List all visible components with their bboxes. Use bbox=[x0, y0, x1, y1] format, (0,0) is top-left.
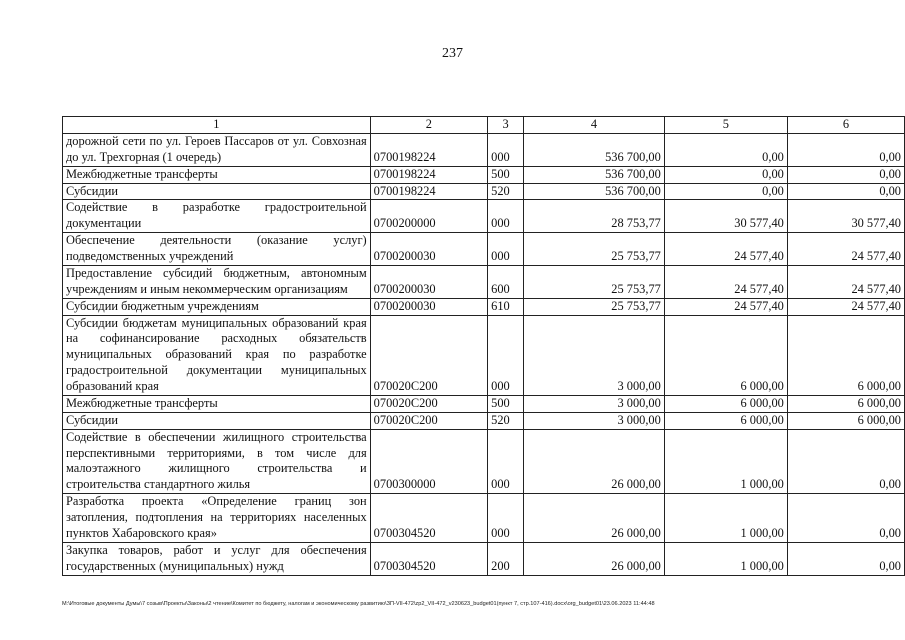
table-row bbox=[63, 298, 905, 315]
row-kind-cell: 000 bbox=[488, 315, 524, 395]
row-value-1-cell: 26 000,00 bbox=[524, 429, 665, 494]
row-value-2-cell: 6 000,00 bbox=[664, 412, 787, 429]
row-name-cell: Обеспечение деятельности (оказание услуг) подведомственных учреждений bbox=[63, 233, 371, 266]
row-value-3-cell: 6 000,00 bbox=[787, 315, 904, 395]
page-number: 237 bbox=[442, 46, 463, 61]
row-name-cell: Содействие в разработке градостроительной документации bbox=[63, 200, 371, 233]
row-value-1-cell: 3 000,00 bbox=[524, 395, 665, 412]
row-value-2-cell: 1 000,00 bbox=[664, 494, 787, 543]
row-code-cell: 070020С200 bbox=[370, 412, 487, 429]
row-value-3-cell: 6 000,00 bbox=[787, 412, 904, 429]
row-value-1-cell: 536 700,00 bbox=[524, 166, 665, 183]
row-value-1-cell: 25 753,77 bbox=[524, 265, 665, 298]
row-value-2-cell: 1 000,00 bbox=[664, 429, 787, 494]
row-name-cell: Закупка товаров, работ и услуг для обеспечения государственных (муниципальных) нужд bbox=[63, 542, 371, 575]
row-name-cell: Субсидии бюджетным учреждениям bbox=[63, 298, 371, 315]
table-row bbox=[63, 233, 905, 266]
row-code-cell: 0700198224 bbox=[370, 166, 487, 183]
row-name-cell: Предоставление субсидий бюджетным, автономным учреждениям и иным некоммерческим организациям bbox=[63, 265, 371, 298]
row-kind-cell: 200 bbox=[488, 542, 524, 575]
row-value-1-cell: 26 000,00 bbox=[524, 494, 665, 543]
column-header: 2 bbox=[370, 117, 487, 134]
row-kind-cell: 000 bbox=[488, 200, 524, 233]
row-code-cell: 070020С200 bbox=[370, 395, 487, 412]
table-row bbox=[63, 494, 905, 543]
table-header-row bbox=[63, 117, 905, 134]
row-value-3-cell: 6 000,00 bbox=[787, 395, 904, 412]
column-header: 6 bbox=[787, 117, 904, 134]
row-value-1-cell: 25 753,77 bbox=[524, 298, 665, 315]
row-kind-cell: 520 bbox=[488, 412, 524, 429]
row-value-2-cell: 0,00 bbox=[664, 183, 787, 200]
row-value-3-cell: 0,00 bbox=[787, 429, 904, 494]
footer-file-path: M:\Итоговые документы Думы\7 созыв\Проекты\Законы\2 чтение\Комитет по бюджету, налогам и экономическому развитию\ЗП-VII-472\zp2_VII-472_v230623_budget01(пункт 7, стр.107-416).docx\org_budget01\23.06.2023 11:44:48 bbox=[62, 601, 655, 607]
row-name-cell: Субсидии бюджетам муниципальных образований края на софинансирование расходных обязательств муниципальных образований края по разработке градостроительной документации муниципальных образований края bbox=[63, 315, 371, 395]
table-row bbox=[63, 429, 905, 494]
row-value-2-cell: 24 577,40 bbox=[664, 233, 787, 266]
row-value-2-cell: 0,00 bbox=[664, 133, 787, 166]
row-kind-cell: 520 bbox=[488, 183, 524, 200]
row-kind-cell: 600 bbox=[488, 265, 524, 298]
row-kind-cell: 000 bbox=[488, 429, 524, 494]
table-row bbox=[63, 542, 905, 575]
row-value-2-cell: 24 577,40 bbox=[664, 265, 787, 298]
row-value-1-cell: 28 753,77 bbox=[524, 200, 665, 233]
row-kind-cell: 000 bbox=[488, 133, 524, 166]
row-code-cell: 0700200030 bbox=[370, 298, 487, 315]
row-code-cell: 0700200030 bbox=[370, 265, 487, 298]
row-value-1-cell: 3 000,00 bbox=[524, 315, 665, 395]
row-kind-cell: 610 bbox=[488, 298, 524, 315]
row-code-cell: 0700304520 bbox=[370, 494, 487, 543]
row-value-3-cell: 24 577,40 bbox=[787, 265, 904, 298]
row-value-2-cell: 6 000,00 bbox=[664, 315, 787, 395]
row-name-cell: Содействие в обеспечении жилищного строительства перспективными территориями, в том числе для малоэтажного жилищного строительства и строительства стандартного жилья bbox=[63, 429, 371, 494]
column-header: 3 bbox=[488, 117, 524, 134]
row-kind-cell: 500 bbox=[488, 166, 524, 183]
row-value-1-cell: 536 700,00 bbox=[524, 183, 665, 200]
row-value-3-cell: 0,00 bbox=[787, 542, 904, 575]
row-value-2-cell: 24 577,40 bbox=[664, 298, 787, 315]
row-kind-cell: 500 bbox=[488, 395, 524, 412]
row-code-cell: 0700198224 bbox=[370, 133, 487, 166]
table-row bbox=[63, 166, 905, 183]
row-value-2-cell: 0,00 bbox=[664, 166, 787, 183]
row-name-cell: Разработка проекта «Определение границ зон затопления, подтопления на территориях населенных пунктов Хабаровского края» bbox=[63, 494, 371, 543]
row-name-cell: Субсидии bbox=[63, 412, 371, 429]
row-value-1-cell: 26 000,00 bbox=[524, 542, 665, 575]
row-kind-cell: 000 bbox=[488, 494, 524, 543]
row-code-cell: 0700200030 bbox=[370, 233, 487, 266]
row-name-cell: Субсидии bbox=[63, 183, 371, 200]
row-code-cell: 0700198224 bbox=[370, 183, 487, 200]
row-value-1-cell: 25 753,77 bbox=[524, 233, 665, 266]
row-value-3-cell: 24 577,40 bbox=[787, 298, 904, 315]
table-row bbox=[63, 183, 905, 200]
row-value-1-cell: 536 700,00 bbox=[524, 133, 665, 166]
row-value-2-cell: 6 000,00 bbox=[664, 395, 787, 412]
row-value-3-cell: 24 577,40 bbox=[787, 233, 904, 266]
row-code-cell: 0700300000 bbox=[370, 429, 487, 494]
row-value-2-cell: 30 577,40 bbox=[664, 200, 787, 233]
table-row bbox=[63, 200, 905, 233]
column-header: 4 bbox=[524, 117, 665, 134]
row-name-cell: Межбюджетные трансферты bbox=[63, 166, 371, 183]
row-value-3-cell: 0,00 bbox=[787, 166, 904, 183]
row-name-cell: дорожной сети по ул. Героев Пассаров от ул. Совхозная до ул. Трехгорная (1 очередь) bbox=[63, 133, 371, 166]
row-value-3-cell: 0,00 bbox=[787, 494, 904, 543]
table-row bbox=[63, 265, 905, 298]
row-kind-cell: 000 bbox=[488, 233, 524, 266]
row-value-3-cell: 0,00 bbox=[787, 183, 904, 200]
row-code-cell: 0700304520 bbox=[370, 542, 487, 575]
row-code-cell: 0700200000 bbox=[370, 200, 487, 233]
table-row bbox=[63, 412, 905, 429]
table-body bbox=[63, 133, 905, 575]
row-value-3-cell: 30 577,40 bbox=[787, 200, 904, 233]
row-value-1-cell: 3 000,00 bbox=[524, 412, 665, 429]
table-row bbox=[63, 133, 905, 166]
budget-table bbox=[62, 116, 905, 576]
row-name-cell: Межбюджетные трансферты bbox=[63, 395, 371, 412]
column-header: 5 bbox=[664, 117, 787, 134]
row-code-cell: 070020С200 bbox=[370, 315, 487, 395]
table-row bbox=[63, 315, 905, 395]
row-value-2-cell: 1 000,00 bbox=[664, 542, 787, 575]
table-row bbox=[63, 395, 905, 412]
column-header: 1 bbox=[63, 117, 371, 134]
row-value-3-cell: 0,00 bbox=[787, 133, 904, 166]
